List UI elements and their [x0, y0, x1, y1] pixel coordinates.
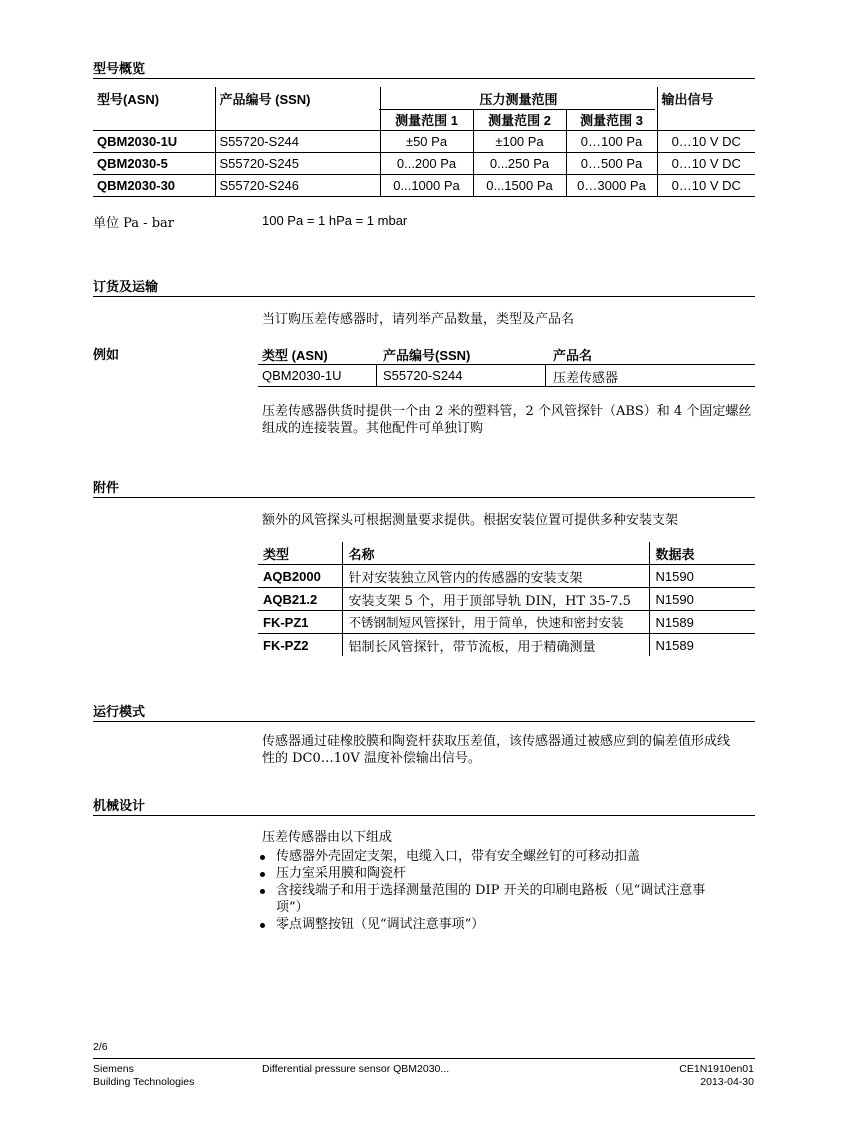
cell-asn: QBM2030-30	[97, 178, 176, 193]
acc-cell-type: FK-PZ2	[263, 637, 309, 653]
header-range1: 测量范围 1	[380, 109, 473, 131]
cell-ssn: S55720-S244	[215, 131, 380, 153]
table-row	[93, 153, 755, 175]
delivery-text	[262, 403, 751, 437]
cell-output: 0…10 V DC	[657, 153, 755, 175]
acc-header-type: 类型	[263, 546, 290, 562]
header-ssn: 产品编号 (SSN)	[215, 87, 380, 109]
overview-subheader-row	[93, 109, 755, 131]
order-table-vline-1	[376, 364, 377, 386]
overview-table	[93, 87, 755, 197]
delivery-line-2: 组成的连接装置。其他配件可单独订购	[262, 421, 484, 436]
overview-rule	[93, 78, 755, 79]
cell-ssn: S55720-S246	[215, 175, 380, 197]
table-row	[93, 131, 755, 153]
acc-cell-name: 不锈钢制短风管探针，用于简单，快速和密封安装	[342, 611, 649, 634]
table-row	[93, 175, 755, 197]
cell-asn: QBM2030-1U	[97, 134, 178, 149]
accessories-header-row	[258, 542, 755, 565]
operation-text	[262, 733, 730, 767]
cell-range3: 0…100 Pa	[566, 131, 657, 153]
delivery-line-1: 压差传感器供货时提供一个由 2 米的塑料管，2 个风管探针（ABS）和 4 个固定螺丝	[262, 404, 752, 419]
bullet-icon	[260, 872, 265, 877]
cell-output: 0…10 V DC	[657, 131, 755, 153]
footer-company: Siemens	[93, 1063, 134, 1075]
footer-division: Building Technologies	[93, 1076, 195, 1088]
acc-header-name: 名称	[342, 542, 649, 565]
header-asn: 型号(ASN)	[97, 91, 160, 107]
mechanical-heading: 机械设计	[93, 798, 146, 813]
order-table-rule-bottom	[258, 386, 755, 387]
bullet-icon	[260, 855, 265, 860]
unit-value: 100 Pa = 1 hPa = 1 mbar	[262, 213, 408, 228]
accessories-intro: 额外的风管探头可根据测量要求提供。根据安装位置可提供多种安装支架	[262, 513, 679, 528]
list-item	[258, 882, 758, 916]
acc-cell-type: FK-PZ1	[263, 614, 309, 630]
cell-range2: 0...1500 Pa	[473, 175, 566, 197]
operation-line-2: 性的 DC0…10V 温度补偿输出信号。	[262, 751, 481, 766]
list-item-text: 零点调整按钮（见“调试注意事项”）	[276, 917, 485, 932]
list-item	[258, 848, 758, 865]
footer-doc-id: CE1N1910en01	[679, 1063, 754, 1075]
mechanical-intro: 压差传感器由以下组成	[262, 830, 393, 845]
list-item-text-cont: 项”）	[276, 900, 309, 915]
order-table-rule-top	[258, 364, 755, 365]
acc-cell-datasheet: N1589	[649, 611, 755, 634]
order-cell-type: QBM2030-1U	[262, 368, 342, 383]
cell-range2: ±100 Pa	[473, 131, 566, 153]
cell-range1: ±50 Pa	[380, 131, 473, 153]
header-range2: 测量范围 2	[473, 109, 566, 131]
order-table-vline-2	[545, 364, 546, 386]
cell-asn: QBM2030-5	[97, 156, 168, 171]
footer-doc-title: Differential pressure sensor QBM2030...	[262, 1063, 450, 1075]
cell-range1: 0...1000 Pa	[380, 175, 473, 197]
order-header-name: 产品名	[553, 348, 593, 363]
acc-cell-name: 铝制长风管探针，带节流板，用于精确测量	[342, 634, 649, 657]
ordering-intro: 当订购压差传感器时，请列举产品数量，类型及产品名	[262, 312, 575, 327]
cell-range1: 0...200 Pa	[380, 153, 473, 175]
order-cell-ssn: S55720-S244	[383, 368, 463, 383]
list-item-text: 压力室采用膜和陶瓷杆	[276, 866, 407, 881]
unit-label: 单位 Pa - bar	[93, 216, 174, 231]
cell-range3: 0…3000 Pa	[566, 175, 657, 197]
accessories-heading: 附件	[93, 480, 120, 495]
table-row	[258, 588, 755, 611]
table-row	[258, 565, 755, 588]
cell-ssn: S55720-S245	[215, 153, 380, 175]
page-number: 2/6	[93, 1041, 108, 1053]
example-label: 例如	[93, 347, 120, 362]
cell-range2: 0...250 Pa	[473, 153, 566, 175]
list-item-text: 含接线端子和用于选择测量范围的 DIP 开关的印刷电路板（见“调试注意事	[276, 883, 706, 898]
acc-cell-datasheet: N1589	[649, 634, 755, 657]
footer-doc-block	[679, 1063, 754, 1089]
operation-line-1: 传感器通过硅橡胶膜和陶瓷杆获取压差值，该传感器通过被感应到的偏差值形成线	[262, 734, 731, 749]
order-header-ssn: 产品编号(SSN)	[383, 348, 471, 363]
footer-date: 2013-04-30	[700, 1076, 754, 1088]
operation-rule	[93, 721, 755, 722]
mechanical-list	[258, 848, 758, 933]
acc-cell-type: AQB21.2	[263, 591, 318, 607]
acc-cell-name: 针对安装独立风管内的传感器的安装支架	[342, 565, 649, 588]
accessories-table	[258, 542, 755, 656]
overview-header-row	[93, 87, 755, 109]
footer-company-block	[93, 1063, 194, 1089]
list-item-text: 传感器外壳固定支架，电缆入口，带有安全螺丝钉的可移动扣盖	[276, 849, 641, 864]
footer-rule	[93, 1058, 755, 1059]
header-output: 输出信号	[657, 87, 755, 109]
order-header-type: 类型 (ASN)	[262, 348, 328, 363]
acc-cell-type: AQB2000	[263, 568, 321, 584]
overview-heading: 型号概览	[93, 61, 146, 76]
acc-cell-datasheet: N1590	[649, 565, 755, 588]
cell-output: 0…10 V DC	[657, 175, 755, 197]
header-range: 压力测量范围	[380, 87, 657, 109]
list-item	[258, 916, 758, 933]
ordering-rule	[93, 296, 755, 297]
bullet-icon	[260, 923, 265, 928]
table-row	[258, 634, 755, 657]
order-cell-name: 压差传感器	[553, 371, 619, 386]
accessories-rule	[93, 497, 755, 498]
table-row	[258, 611, 755, 634]
acc-header-datasheet: 数据表	[649, 542, 755, 565]
header-range3: 测量范围 3	[566, 109, 657, 131]
mechanical-rule	[93, 815, 755, 816]
bullet-icon	[260, 889, 265, 894]
acc-cell-name: 安装支架 5 个，用于顶部导轨 DIN，HT 35-7.5	[342, 588, 649, 611]
range-subheader-rule	[379, 109, 655, 110]
operation-heading: 运行模式	[93, 704, 146, 719]
ordering-heading: 订货及运输	[93, 279, 159, 294]
cell-range3: 0…500 Pa	[566, 153, 657, 175]
acc-cell-datasheet: N1590	[649, 588, 755, 611]
list-item	[258, 865, 758, 882]
